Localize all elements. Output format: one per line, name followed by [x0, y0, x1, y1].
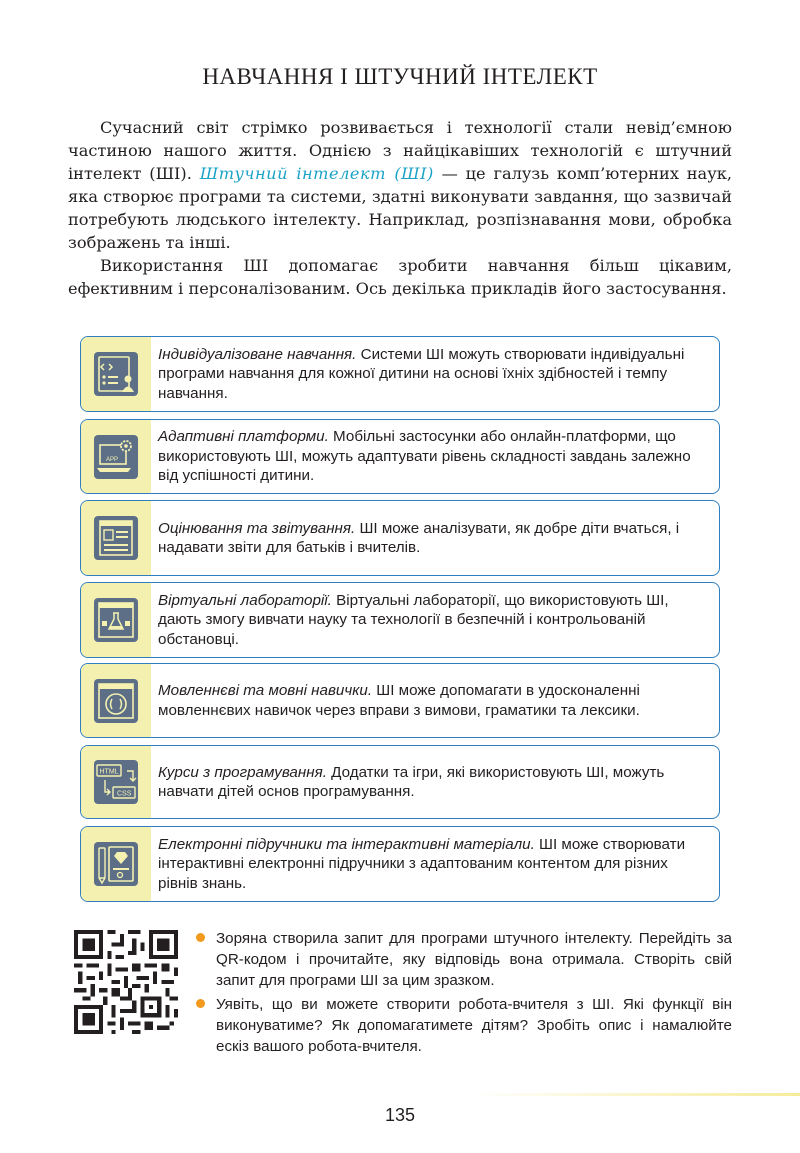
personalized-learning-icon [93, 351, 139, 397]
html-icon-label: HTML [99, 768, 119, 776]
task-item [196, 994, 732, 1057]
bullet-dot-icon [196, 933, 205, 942]
card-title: Мовленнєві та мовні навички. [158, 682, 373, 699]
task-item [196, 928, 732, 991]
app-icon-label: APP [106, 456, 119, 463]
card-text: Мобільні застосунки або онлайн-платформи, що використовують ШІ, можуть адаптувати рівень складності завдань залежно від успішності дитини. [158, 428, 691, 485]
e-textbook-icon [93, 841, 139, 887]
card-title: Оцінювання та звітування. [158, 519, 356, 537]
report-icon [93, 515, 139, 561]
page-number: 135 [384, 1105, 416, 1125]
card-text: Віртуальні лабораторії, що використовують ШІ, дають змогу вивчати науку та технології в безпечній і контрольованій обстановці. [158, 591, 669, 648]
virtual-lab-icon [93, 597, 139, 643]
card-title: Віртуальні лабораторії. [158, 591, 332, 609]
css-icon-label: CSS [117, 790, 132, 798]
card-title: Курси з програмування. [158, 763, 327, 781]
card-virtual-labs [80, 582, 720, 658]
programming-courses-icon [93, 759, 139, 805]
qr-code-icon[interactable] [74, 930, 178, 1034]
card-text: ШІ може створювати інтерактивні електронні підручники з адаптованим контентом для різних рівнів знань. [158, 835, 686, 892]
speech-skills-icon [93, 678, 139, 724]
ai-term: Штучний інтелект (ШІ) [199, 164, 434, 183]
page-title: НАВЧАННЯ І ШТУЧНИЙ ІНТЕЛЕКТ [202, 64, 598, 89]
task-list [196, 928, 732, 1060]
intro-text: Сучасний світ стрімко розвивається і технології стали невід’ємною частиною нашого життя. Однією з найцікавіших технологій є штучний інтелект (ШІ). [68, 118, 732, 183]
card-adaptive-platforms [80, 419, 720, 494]
card-title: Адаптивні платформи. [158, 428, 329, 446]
card-personalized-learning [80, 336, 720, 412]
card-text: Додатки та ігри, які використовують ШІ, можуть навчати дітей основ програмування. [158, 763, 665, 800]
task-text: Уявіть, що ви можете створити робота-вчителя з ШІ. Які функції він виконуватиме? Як допомагатимете дітям? Зробіть опис і намалюйте ескіз вашого робота-вчителя. [216, 996, 732, 1055]
card-text: ШІ може допомагати в удосконаленні мовленнєвих навичок через вправи з вимови, граматики та лексики. [158, 682, 640, 719]
intro-paragraph-1 [68, 116, 732, 254]
card-title: Електронні підручники та інтерактивні матеріали. [158, 835, 535, 853]
bullet-dot-icon [196, 999, 205, 1008]
card-text: Системи ШІ можуть створювати індивідуальні програми навчання для кожної дитини на основі їхніх здібностей і темпу навчання. [158, 345, 685, 402]
card-text: ШІ може аналізувати, як добре діти вчаться, і надавати звіти для батьків і вчителів. [158, 519, 680, 556]
adaptive-platform-icon [93, 434, 139, 480]
card-e-textbooks [80, 826, 720, 902]
card-speech-skills [80, 663, 720, 738]
intro-paragraph-2: Використання ШІ допомагає зробити навчання більш цікавим, ефективним і персоналізованим. Ось декілька прикладів його застосування. [68, 256, 732, 298]
intro-text-continued: — це галузь комп’ютерних наук, яка створює програми та системи, здатні виконувати завдання, що зазвичай потребують людського інтелекту. Наприклад, розпізнавання мови, обробка зображень та інші. [68, 164, 732, 252]
card-title: Індивідуалізоване навчання. [158, 345, 357, 363]
card-programming-courses [80, 745, 720, 819]
card-assessment-reporting [80, 500, 720, 576]
task-text: Зоряна створила запит для програми штучного інтелекту. Перейдіть за QR-кодом і прочитайте, яку відповідь вона отримала. Створіть свій запит для програми ШІ за цим зразком. [216, 930, 732, 989]
footer-divider [470, 1093, 800, 1096]
